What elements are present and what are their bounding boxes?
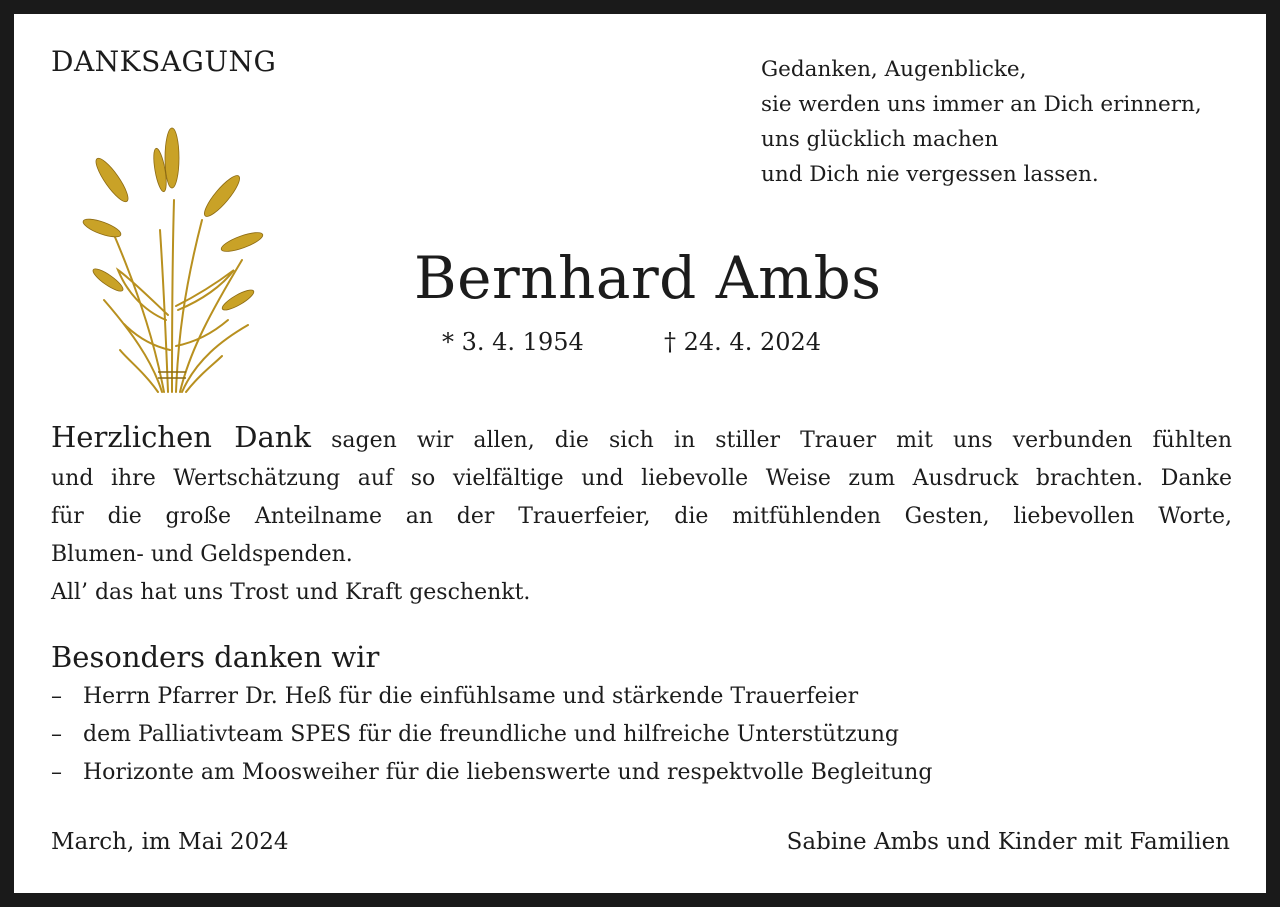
poem-line: und Dich nie vergessen lassen. (761, 162, 1099, 187)
wheat-sheaf-icon (72, 110, 272, 400)
list-item-text: Herrn Pfarrer Dr. Heß für die einfühlsame und stärkende Trauerfeier (83, 684, 859, 709)
bullet-dash: – (51, 684, 62, 709)
paragraph-line: All’ das hat uns Trost und Kraft geschenkt. (51, 580, 531, 605)
poem-line: uns glücklich machen (761, 127, 999, 152)
death-date: † 24. 4. 2024 (664, 328, 822, 356)
list-item (51, 678, 932, 716)
bullet-dash: – (51, 722, 62, 747)
bullet-dash: – (51, 760, 62, 785)
poem-line: sie werden uns immer an Dich erinnern, (761, 92, 1202, 117)
poem-block (761, 52, 1202, 192)
paragraph-line: Blumen- und Geldspenden. (51, 542, 353, 567)
poem-line: Gedanken, Augenblicke, (761, 57, 1027, 82)
list-item (51, 716, 932, 754)
thanks-paragraph (51, 418, 1232, 612)
list-item-text: Horizonte am Moosweiher für die liebenswerte und respektvolle Begleitung (83, 760, 933, 785)
paragraph-line: für die große Anteilname an der Trauerfeier, die mitfühlenden Gesten, liebevollen Worte, (51, 504, 1232, 529)
list-item (51, 754, 932, 792)
notice-heading: DANKSAGUNG (51, 45, 277, 78)
paragraph-lead: Herzlichen Dank (51, 420, 312, 454)
paragraph-text: sagen wir allen, die sich in stiller Trauer mit uns verbunden fühlten (311, 428, 1232, 453)
paragraph-line: und ihre Wertschätzung auf so vielfältige und liebevolle Weise zum Ausdruck brachten. Danke (51, 466, 1232, 491)
signature: Sabine Ambs und Kinder mit Familien (786, 829, 1230, 855)
special-thanks-title: Besonders danken wir (51, 640, 380, 674)
list-item-text: dem Palliativteam SPES für die freundliche und hilfreiche Unterstützung (83, 722, 899, 747)
obituary-notice (14, 14, 1266, 893)
place-date: March, im Mai 2024 (51, 829, 289, 855)
special-thanks-list (51, 678, 932, 792)
birth-date: * 3. 4. 1954 (442, 328, 584, 356)
paragraph-line (51, 418, 1232, 460)
deceased-name: Bernhard Ambs (414, 244, 882, 312)
